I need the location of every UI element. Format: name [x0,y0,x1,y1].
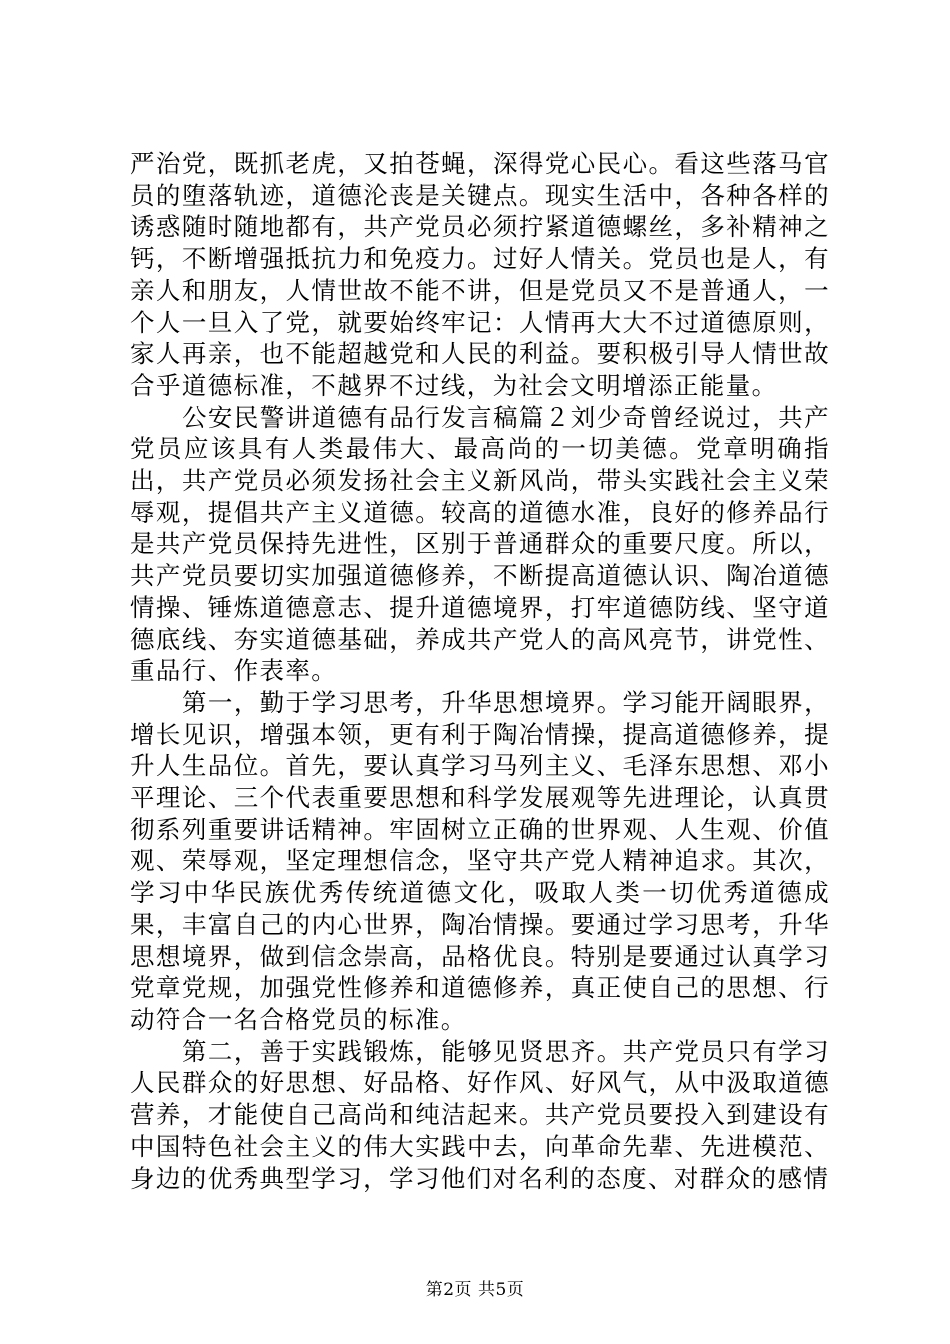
paragraph-2: 公安民警讲道德有品行发言稿篇２刘少奇曾经说过，共产党员应该具有人类最伟大、最高尚的一切美德。党章明确指出，共产党员必须发扬社会主义新风尚，带头实践社会主义荣辱观，提倡共产主义道德。较高的道德水准，良好的修养品行是共产党员保持先进性，区别于普通群众的重要尺度。所以，共产党员要切实加强道德修养，不断提高道德认识、陶冶道德情操、锤炼道德意志、提升道德境界，打牢道德防线、坚守道德底线、夯实道德基础，养成共产党人的高风亮节，讲党性、重品行、作表率。 [130,402,830,686]
paragraph-1: 严治党，既抓老虎，又拍苍蝇，深得党心民心。看这些落马官员的堕落轨迹，道德沦丧是关键点。现实生活中，各种各样的诱惑随时随地都有，共产党员必须拧紧道德螺丝，多补精神之钙，不断增强抵抗力和免疫力。过好人情关。党员也是人，有亲人和朋友，人情世故不能不讲，但是党员又不是普通人，一个人一旦入了党，就要始终牢记：人情再大大不过道德原则，家人再亲，也不能超越党和人民的利益。要积极引导人情世故合乎道德标准，不越界不过线，为社会文明增添正能量。 [130,149,830,400]
paragraph-4: 第二，善于实践锻炼，能够见贤思齐。共产党员只有学习人民群众的好思想、好品格、好作风、好风气，从中汲取道德营养，才能使自己高尚和纯洁起来。共产党员要投入到建设有中国特色社会主义的伟大实践中去，向革命先辈、先进模范、身边的优秀典型学习，学习他们对名利的态度、对群众的感情 [130,1036,830,1193]
page-number-label: 第2页 共5页 [425,1280,525,1300]
paragraph-3: 第一，勤于学习思考，升华思想境界。学习能开阔眼界，增长见识，增强本领，更有利于陶冶情操，提高道德修养，提升人生品位。首先，要认真学习马列主义、毛泽东思想、邓小平理论、三个代表重要思想和科学发展观等先进理论，认真贯彻系列重要讲话精神。牢固树立正确的世界观、人生观、价值观、荣辱观，坚定理想信念，坚守共产党人精神追求。其次，学习中华民族优秀传统道德文化，吸取人类一切优秀道德成果，丰富自己的内心世界，陶冶情操。要通过学习思考，升华思想境界，做到信念崇高，品格优良。特别是要通过认真学习党章党规，加强党性修养和道德修养，真正使自己的思想、行动符合一名合格党员的标准。 [130,687,830,1034]
document-body [130,148,830,1194]
page-footer [0,1275,950,1300]
